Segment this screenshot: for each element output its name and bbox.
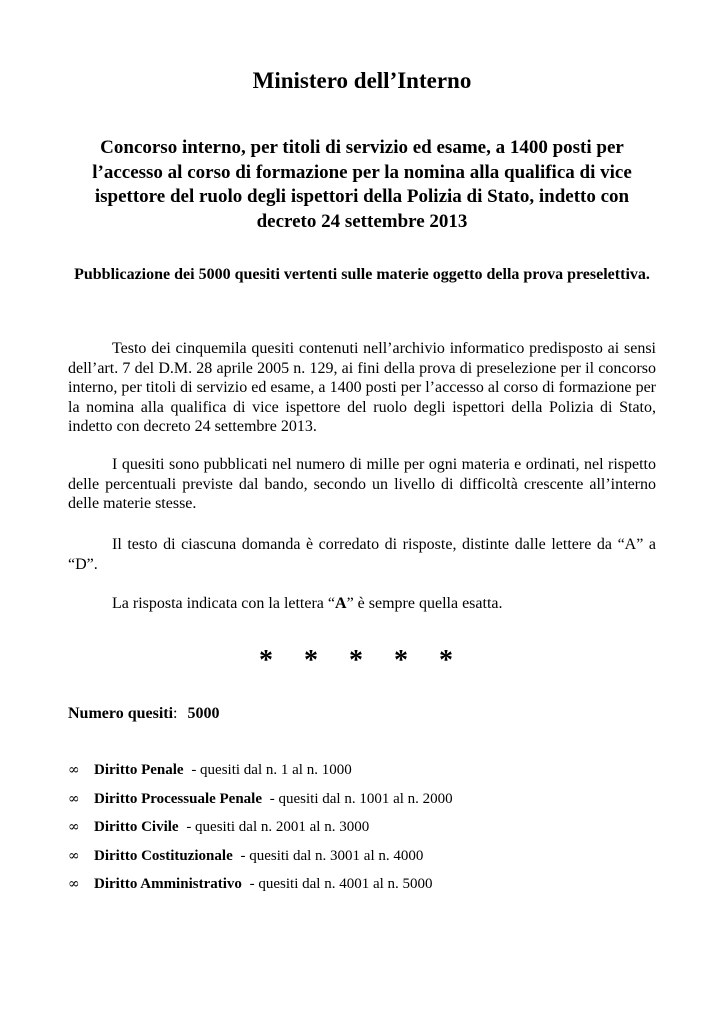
- publication-title: Pubblicazione dei 5000 quesiti vertenti sulle materie oggetto della prova preselettiva.: [74, 266, 650, 283]
- subject-range: - quesiti dal n. 1 al n. 1000: [191, 762, 352, 778]
- correct-answer-text-after: ” è sempre quella esatta.: [346, 595, 503, 612]
- correct-answer-paragraph: [68, 594, 656, 614]
- question-count-label: Numero quesiti: [68, 705, 174, 722]
- list-item: [68, 874, 453, 903]
- stars-separator: * * * * *: [259, 645, 465, 676]
- infinity-bullet-icon: ∞: [68, 819, 80, 835]
- order-paragraph: I quesiti sono pubblicati nel numero di mille per ogni materia e ordinati, nel rispetto delle percentuali previste dal bando, secondo un livello di difficoltà crescente all’interno delle materie stesse.: [68, 456, 656, 513]
- list-item: [68, 789, 453, 818]
- subject-name: Diritto Penale: [94, 762, 184, 778]
- subject-range: - quesiti dal n. 2001 al n. 3000: [186, 819, 370, 835]
- ministry-title: Ministero dell’Interno: [252, 68, 472, 93]
- subject-name: Diritto Amministrativo: [94, 876, 242, 892]
- infinity-bullet-icon: ∞: [68, 847, 80, 864]
- correct-answer-letter: A: [335, 595, 347, 612]
- correct-answer-text-before: La risposta indicata con la lettera “: [112, 595, 336, 612]
- question-count-value: 5000: [187, 705, 220, 722]
- infinity-bullet-icon: ∞: [68, 876, 80, 892]
- intro-paragraph: Testo dei cinquemila quesiti contenuti nell’archivio informatico predisposto ai sensi dell’art. 7 del D.M. 28 aprile 2005 n. 129, ai fini della prova di preselezione per il concorso interno, per titoli di servizio ed esame, a 1400 posti per l’accesso al corso di formazione per la nomina alla qualifica di vice ispettore del ruolo degli ispettori della Polizia di Stato, indetto con decreto 24 settembre 2013.: [68, 340, 656, 436]
- subject-name: Diritto Processuale Penale: [94, 790, 263, 807]
- question-count: [68, 705, 220, 723]
- infinity-bullet-icon: ∞: [68, 790, 80, 807]
- subject-range: - quesiti dal n. 1001 al n. 2000: [269, 790, 453, 807]
- answers-paragraph: Il testo di ciascuna domanda è corredato di risposte, distinte dalle lettere da “A” a “D”.: [68, 536, 656, 573]
- subjects-list: [68, 760, 453, 903]
- infinity-bullet-icon: ∞: [68, 762, 80, 778]
- concorso-title: Concorso interno, per titoli di servizio ed esame, a 1400 posti per l’accesso al corso di formazione per la nomina alla qualifica di vice ispettore del ruolo degli ispettori della Polizia di Stato, indetto con decreto 24 settembre 2013: [92, 137, 632, 232]
- subject-range: - quesiti dal n. 4001 al n. 5000: [249, 876, 433, 892]
- subject-range: - quesiti dal n. 3001 al n. 4000: [240, 847, 424, 864]
- list-item: [68, 846, 453, 875]
- subject-name: Diritto Civile: [94, 819, 179, 835]
- list-item: [68, 817, 453, 846]
- subject-name: Diritto Costituzionale: [94, 847, 233, 864]
- list-item: [68, 760, 453, 789]
- question-count-colon: :: [173, 705, 178, 722]
